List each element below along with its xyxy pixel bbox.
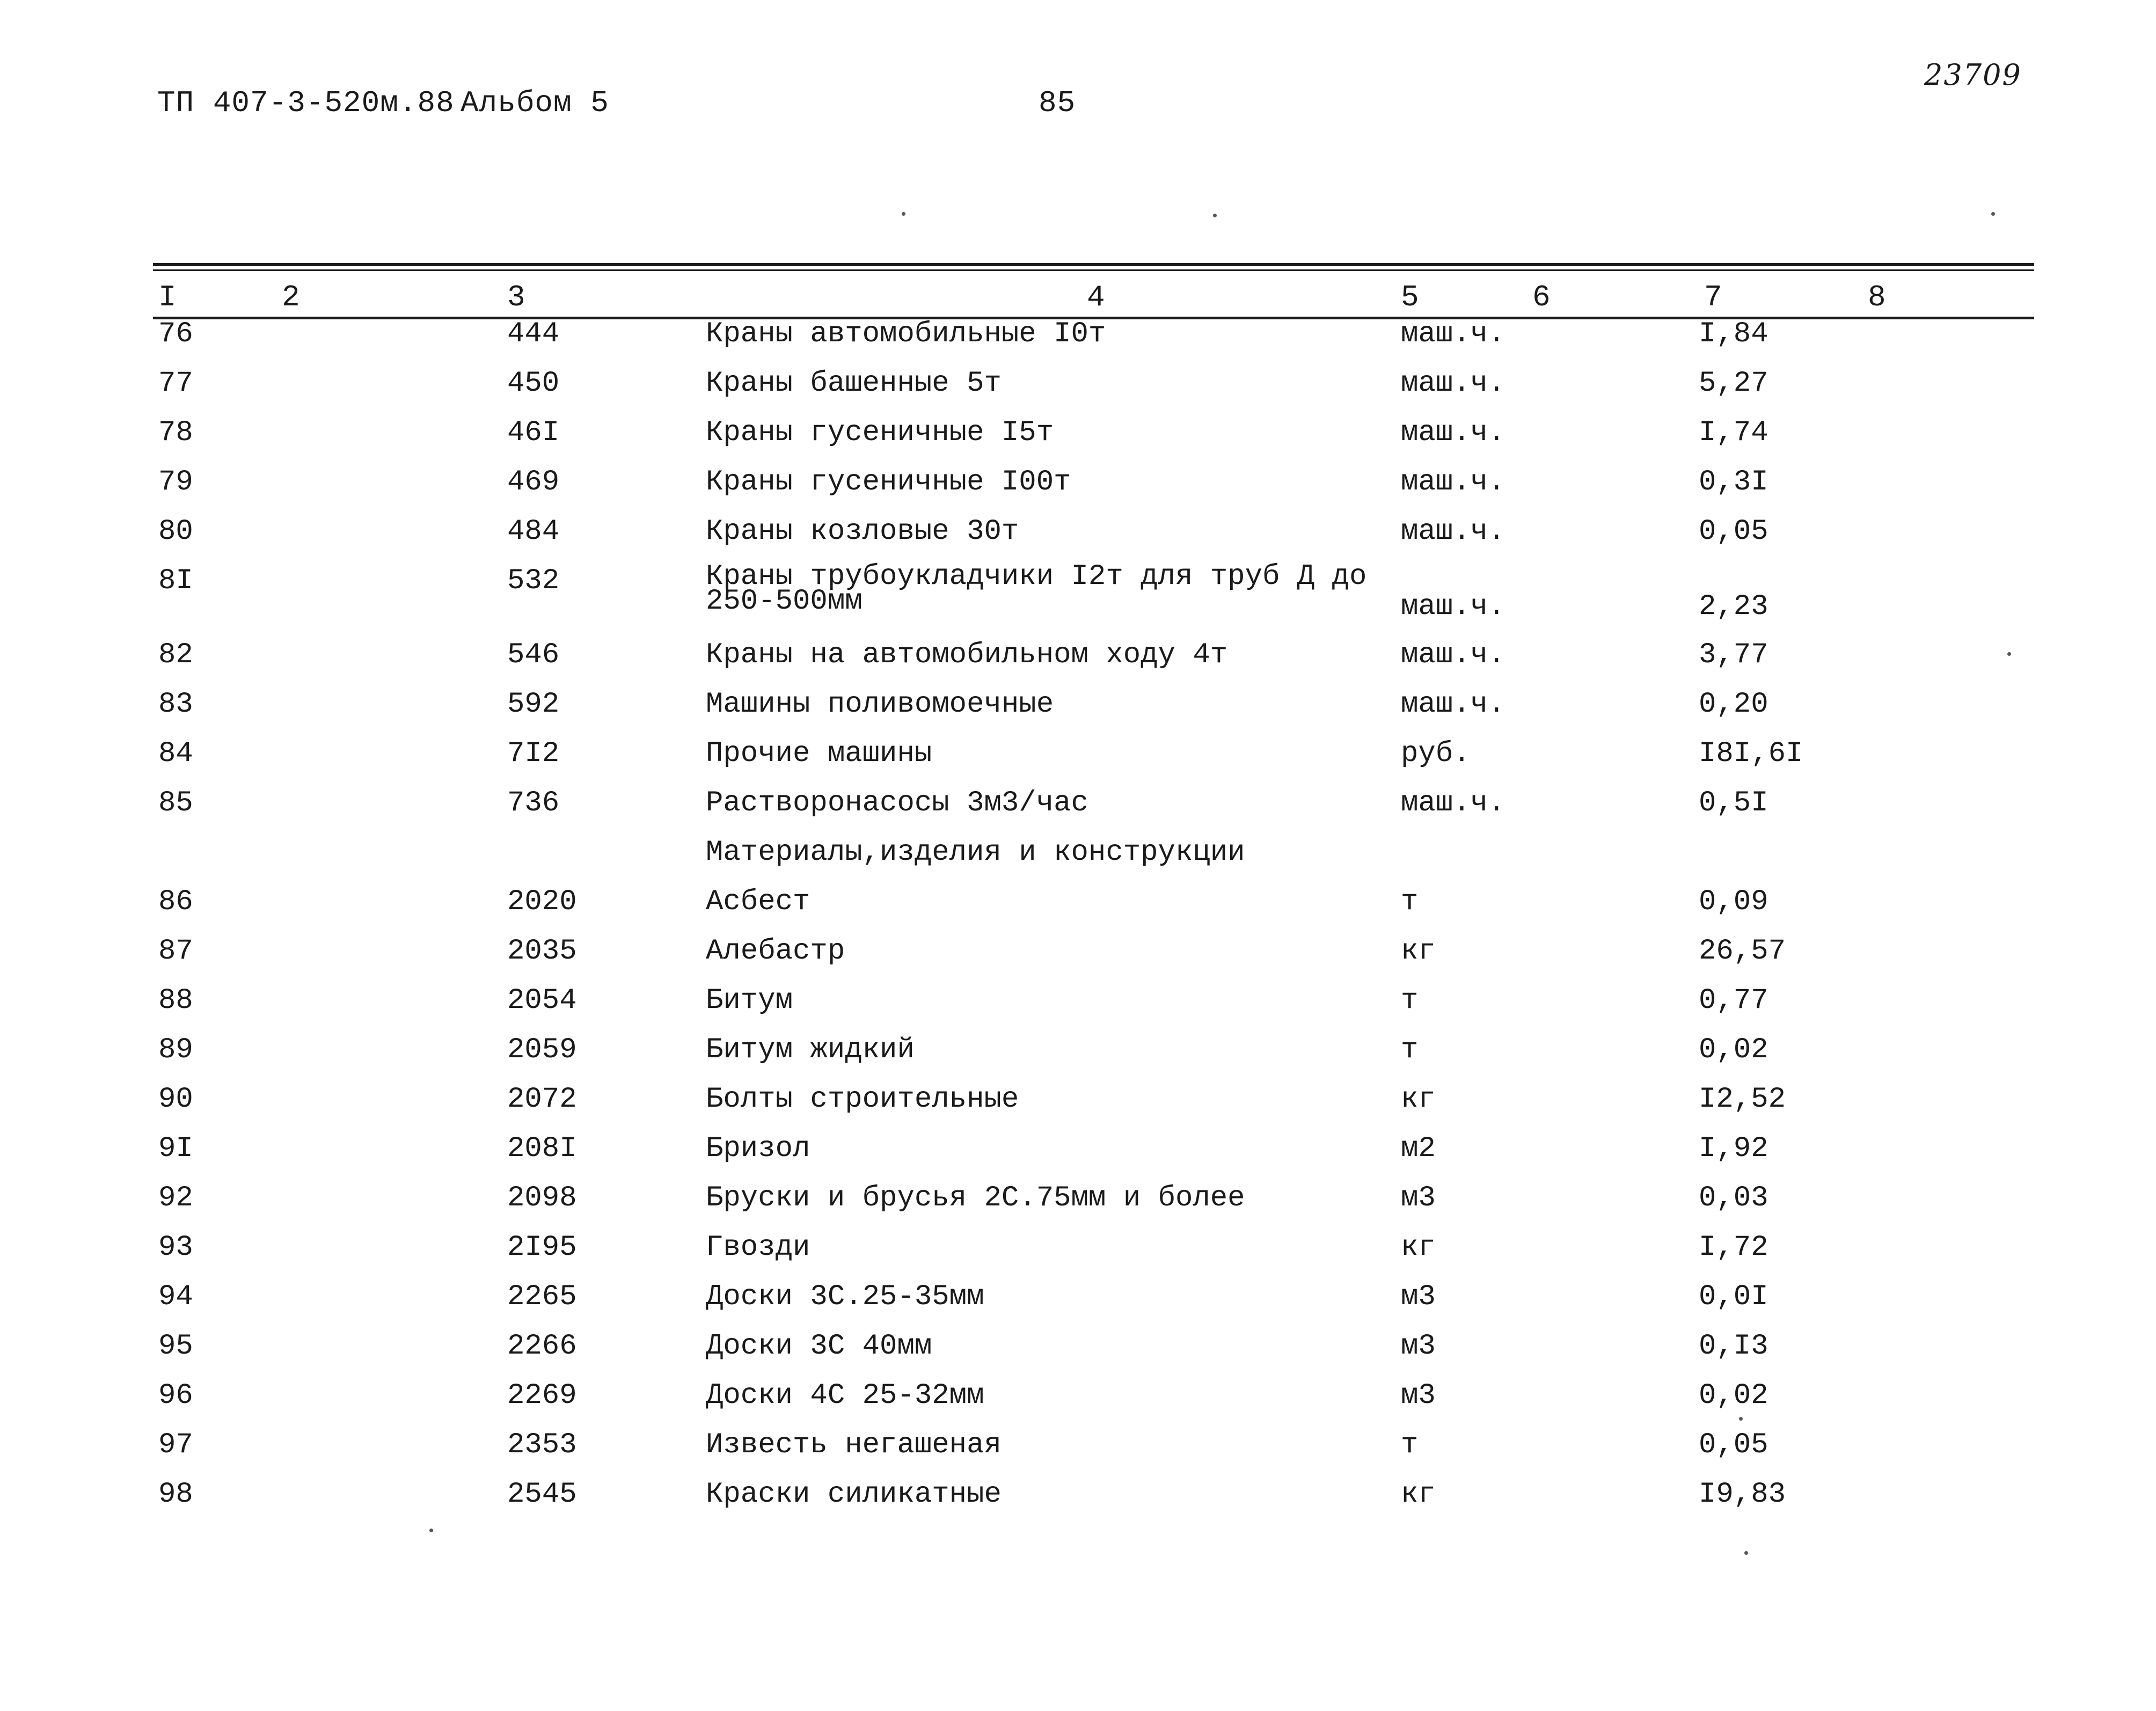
resource-code: 2059: [507, 1034, 577, 1066]
column-number-2: 2: [282, 280, 300, 315]
table-row: [0, 318, 2156, 367]
row-number: 93: [158, 1231, 193, 1264]
column-number-3: 3: [507, 280, 525, 315]
unit: маш.ч.: [1401, 639, 1505, 671]
resource-name: Алебастр: [706, 935, 845, 968]
resource-code: 592: [507, 688, 560, 721]
column-number-6: 6: [1532, 280, 1551, 315]
unit: м3: [1401, 1281, 1436, 1313]
table-row: [0, 886, 2156, 935]
resource-name-line-2: 250-500мм: [706, 585, 863, 618]
column-number-4: 4: [1087, 280, 1105, 315]
unit: маш.ч.: [1401, 787, 1505, 820]
table-row: [0, 1281, 2156, 1330]
unit: маш.ч.: [1401, 590, 1505, 623]
resource-code: 546: [507, 639, 560, 671]
unit: т: [1401, 1429, 1419, 1461]
quantity: 0,77: [1699, 984, 1768, 1017]
row-number: 88: [158, 984, 193, 1017]
page-number: 85: [1039, 86, 1076, 120]
unit: кг: [1401, 1478, 1436, 1511]
resource-name: Растворонасосы 3м3/час: [706, 787, 1088, 820]
table-row: [0, 787, 2156, 836]
table-row: [0, 416, 2156, 466]
quantity: I,74: [1699, 416, 1768, 449]
quantity: 0,05: [1699, 515, 1768, 548]
quantity: 0,3I: [1699, 466, 1768, 499]
row-number: 9I: [158, 1132, 193, 1165]
quantity: I2,52: [1699, 1083, 1786, 1116]
row-number: 94: [158, 1281, 193, 1313]
table-top-rule-thin: [153, 269, 2034, 271]
table-top-rule: [153, 263, 2034, 266]
quantity: I8I,6I: [1699, 737, 1803, 770]
resource-code: 2072: [507, 1083, 577, 1116]
resource-name: Краски силикатные: [706, 1478, 1002, 1511]
table-row: [0, 1330, 2156, 1379]
row-number: 90: [158, 1083, 193, 1116]
resource-code: 2035: [507, 935, 577, 968]
resource-name: Гвозди: [706, 1231, 810, 1264]
archive-stamp-number: 23709: [1924, 58, 2022, 92]
row-number: 87: [158, 935, 193, 968]
quantity: 0,05: [1699, 1429, 1768, 1461]
row-number: 77: [158, 367, 193, 400]
row-number: 82: [158, 639, 193, 671]
row-number: 92: [158, 1182, 193, 1215]
quantity: 0,0I: [1699, 1281, 1768, 1313]
row-number: 83: [158, 688, 193, 721]
resource-code: 2269: [507, 1379, 577, 1412]
table-row: [0, 1034, 2156, 1083]
quantity: 0,03: [1699, 1182, 1768, 1215]
table-row: [0, 1429, 2156, 1478]
resource-name: Бруски и брусья 2С.75мм и более: [706, 1182, 1245, 1215]
row-number: 78: [158, 416, 193, 449]
unit: руб.: [1401, 737, 1471, 770]
unit: т: [1401, 886, 1419, 918]
unit: кг: [1401, 935, 1436, 968]
table-row: [0, 1379, 2156, 1429]
table-row: [0, 984, 2156, 1034]
table-row: [0, 367, 2156, 416]
column-number-1: I: [158, 280, 177, 315]
resource-name: Прочие машины: [706, 737, 932, 770]
resource-code: 469: [507, 466, 560, 499]
quantity: 0,I3: [1699, 1330, 1768, 1363]
resource-name: Болты строительные: [706, 1083, 1019, 1116]
unit: м3: [1401, 1379, 1436, 1412]
row-number: 80: [158, 515, 193, 548]
quantity: I,84: [1699, 318, 1768, 350]
resource-name: Краны на автомобильном ходу 4т: [706, 639, 1228, 671]
table-row: [0, 1182, 2156, 1231]
resource-name: Доски 3С 40мм: [706, 1330, 932, 1363]
resource-name: Известь негашеная: [706, 1429, 1002, 1461]
resource-code: 2054: [507, 984, 577, 1017]
resource-name: Асбест: [706, 886, 810, 918]
resource-code: 444: [507, 318, 560, 350]
resource-code: 532: [507, 565, 560, 597]
table-row: [0, 560, 2156, 639]
table-row: [0, 1231, 2156, 1281]
unit: т: [1401, 984, 1419, 1017]
quantity: I,92: [1699, 1132, 1768, 1165]
resource-code: 2545: [507, 1478, 577, 1511]
resource-name-line-1: Краны трубоукладчики I2т для труб Д до: [706, 560, 1367, 593]
unit: маш.ч.: [1401, 466, 1505, 499]
row-number: 96: [158, 1379, 193, 1412]
row-number: 97: [158, 1429, 193, 1461]
document-code: ТП 407-3-520м.88: [157, 86, 455, 120]
resource-name: Краны гусеничные I00т: [706, 466, 1071, 499]
table-row: [0, 737, 2156, 787]
quantity: 0,5I: [1699, 787, 1768, 820]
resource-code: 2266: [507, 1330, 577, 1363]
table-row: [0, 935, 2156, 984]
scan-speck: [429, 1529, 433, 1532]
resource-name: Доски 3С.25-35мм: [706, 1281, 984, 1313]
resource-name: Доски 4С 25-32мм: [706, 1379, 984, 1412]
row-number: 95: [158, 1330, 193, 1363]
row-number: 89: [158, 1034, 193, 1066]
resource-code: 2353: [507, 1429, 577, 1461]
resource-code: 484: [507, 515, 560, 548]
unit: маш.ч.: [1401, 416, 1505, 449]
resource-name: Краны гусеничные I5т: [706, 416, 1054, 449]
resource-name: Битум жидкий: [706, 1034, 915, 1066]
unit: м2: [1401, 1132, 1436, 1165]
resource-code: 208I: [507, 1132, 577, 1165]
resource-name: Краны башенные 5т: [706, 367, 1002, 400]
scan-speck: [1991, 212, 1995, 216]
resource-code: 450: [507, 367, 560, 400]
unit: маш.ч.: [1401, 688, 1505, 721]
table-row: [0, 1478, 2156, 1527]
resource-code: 2I95: [507, 1231, 577, 1264]
row-number: 79: [158, 466, 193, 499]
column-number-5: 5: [1401, 280, 1419, 315]
row-number: 86: [158, 886, 193, 918]
unit: кг: [1401, 1083, 1436, 1116]
album-label: Альбом 5: [461, 86, 609, 120]
table-row: [0, 466, 2156, 515]
table-row: [0, 515, 2156, 565]
row-number: 84: [158, 737, 193, 770]
unit: маш.ч.: [1401, 515, 1505, 548]
resource-code: 7I2: [507, 737, 560, 770]
resource-code: 2265: [507, 1281, 577, 1313]
column-number-8: 8: [1868, 280, 1886, 315]
quantity: 0,09: [1699, 886, 1768, 918]
quantity: 0,02: [1699, 1034, 1768, 1066]
row-number: 8I: [158, 565, 193, 597]
unit: кг: [1401, 1231, 1436, 1264]
quantity: 5,27: [1699, 367, 1768, 400]
scan-speck: [1213, 214, 1217, 217]
quantity: 3,77: [1699, 639, 1768, 671]
quantity: 0,20: [1699, 688, 1768, 721]
unit: т: [1401, 1034, 1419, 1066]
quantity: 0,02: [1699, 1379, 1768, 1412]
unit: маш.ч.: [1401, 367, 1505, 400]
table-row: [0, 688, 2156, 737]
column-number-7: 7: [1704, 280, 1722, 315]
scan-speck: [2007, 652, 2011, 656]
resource-code: 46I: [507, 416, 560, 449]
unit: м3: [1401, 1182, 1436, 1215]
scan-speck: [1739, 1417, 1743, 1421]
row-number: 98: [158, 1478, 193, 1511]
resource-code: 2098: [507, 1182, 577, 1215]
resource-name: Битум: [706, 984, 793, 1017]
unit: м3: [1401, 1330, 1436, 1363]
section-title: Материалы,изделия и конструкции: [706, 836, 1245, 869]
resource-name: [706, 560, 1367, 618]
resource-name: Машины поливомоечные: [706, 688, 1054, 721]
table-row: [0, 639, 2156, 688]
table-row: [0, 1132, 2156, 1182]
row-number: 85: [158, 787, 193, 820]
resource-code: 2020: [507, 886, 577, 918]
quantity: I,72: [1699, 1231, 1768, 1264]
unit: маш.ч.: [1401, 318, 1505, 350]
scan-speck: [902, 212, 905, 216]
resource-name: Бризол: [706, 1132, 810, 1165]
scan-speck: [1744, 1551, 1748, 1555]
table-row: [0, 1083, 2156, 1132]
row-number: 76: [158, 318, 193, 350]
quantity: 26,57: [1699, 935, 1786, 968]
quantity: 2,23: [1699, 590, 1768, 623]
quantity: I9,83: [1699, 1478, 1786, 1511]
resource-code: 736: [507, 787, 560, 820]
resource-name: Краны автомобильные I0т: [706, 318, 1106, 350]
resource-name: Краны козловые 30т: [706, 515, 1019, 548]
